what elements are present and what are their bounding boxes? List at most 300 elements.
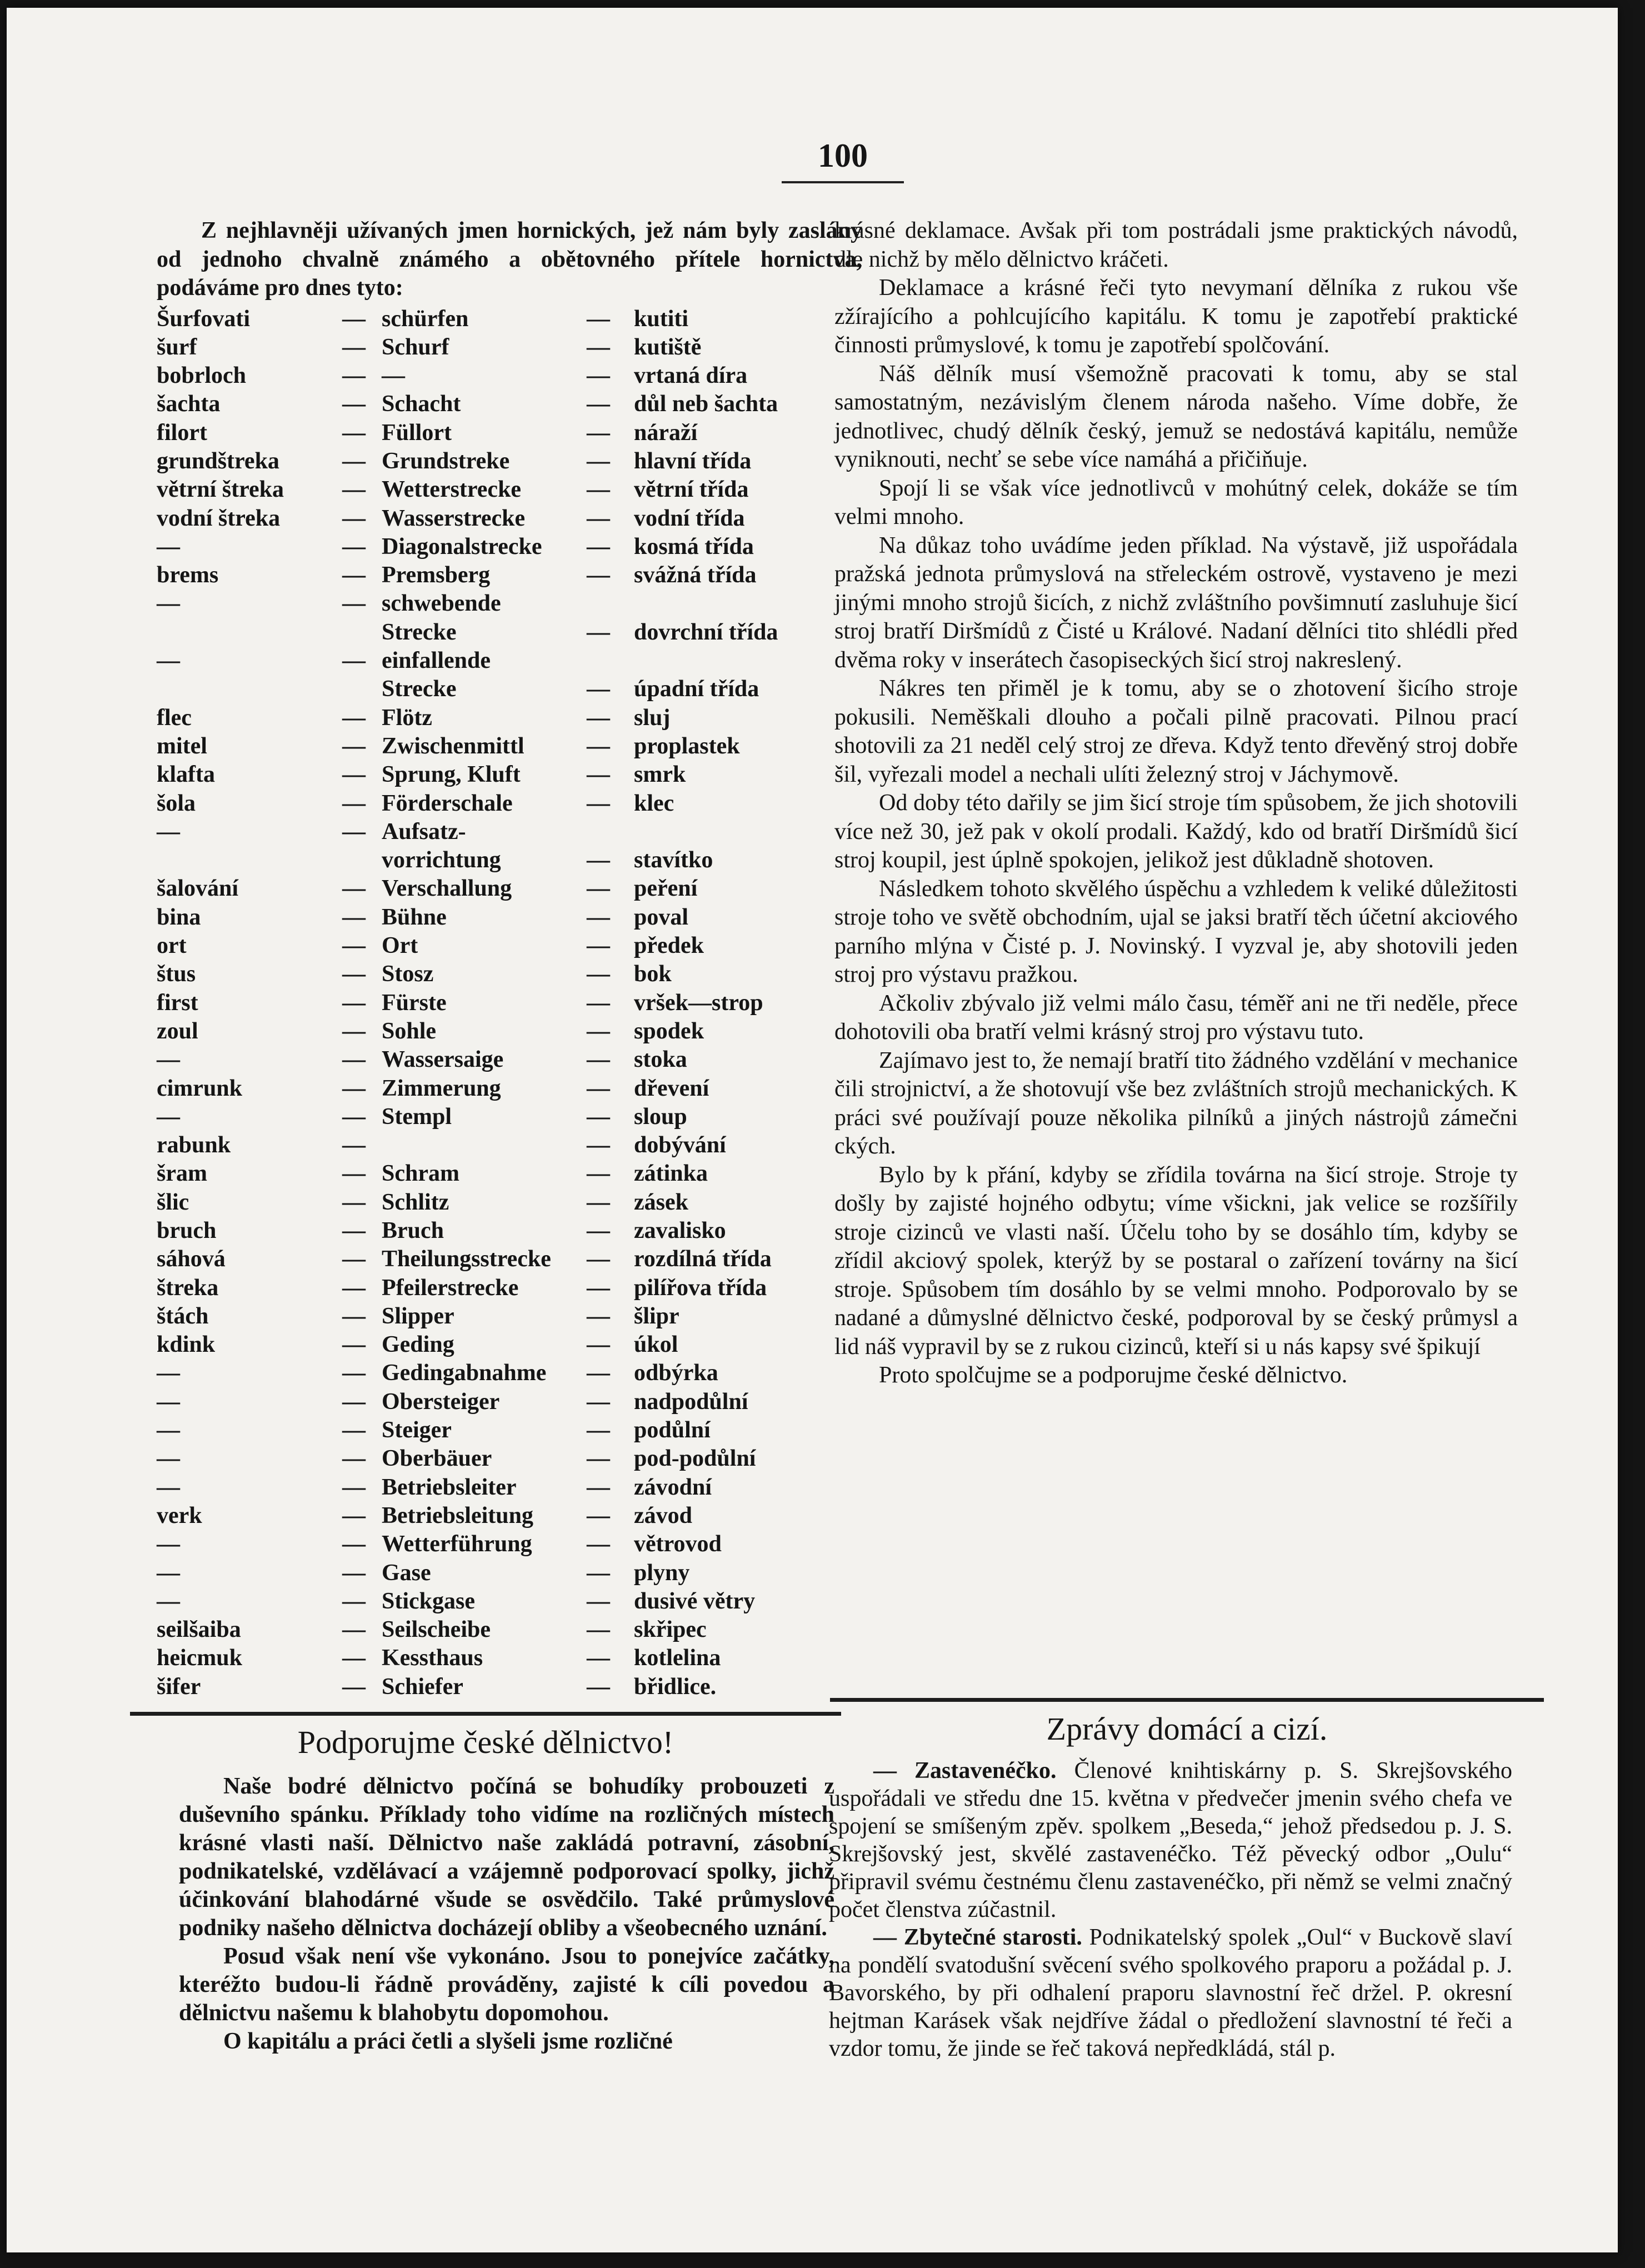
article-paragraph: Zajímavo jest to, že nemají bratří tito žádného vzdělání v mechanice čili strojnictví, a že shotovují vše bez zvláštních strojů mechanických. K práci své používají pouze několika pilníků a jiných nástrojů zámečni ckých. — [834, 1047, 1518, 1159]
term-german: Stickgase — [382, 1588, 475, 1614]
terms-intro: Z nejhlavněji užívaných jmen hornických, jež nám byly zaslány od jednoho chvalně známého a obětovného přítele hornictva, podáváme pro dnes tyto: — [157, 218, 862, 301]
term-dash: — — [587, 733, 610, 759]
term-row — [157, 790, 778, 818]
article-column — [179, 1772, 834, 2056]
term-dash: — — [342, 533, 366, 559]
term-row — [157, 1131, 778, 1160]
term-czech-literary: plyny — [634, 1560, 690, 1586]
term-czech-literary: kutiti — [634, 306, 689, 332]
news-column — [829, 1757, 1512, 2062]
term-czech-miner: klafta — [157, 762, 215, 788]
article-paragraph: Ačkoliv zbývalo již velmi málo času, téměř ani ne tři neděle, přece dohotovili oba bratří velmi krásný stroj pro výstavu tuto. — [834, 990, 1518, 1045]
term-czech-miner: ort — [157, 933, 187, 959]
term-dash: — — [587, 363, 610, 389]
term-row — [157, 362, 778, 390]
term-czech-miner: — — [157, 591, 180, 617]
left-column — [157, 217, 862, 1701]
term-dash: — — [342, 1502, 366, 1528]
term-czech-literary: sloup — [634, 1103, 687, 1130]
term-czech-literary: zátinka — [634, 1161, 708, 1187]
term-german: Aufsatz- — [382, 818, 466, 845]
term-czech-miner — [157, 618, 326, 647]
term-czech-literary: náraží — [634, 419, 698, 446]
term-row — [157, 932, 778, 960]
term-czech-literary: důl neb šachta — [634, 391, 778, 417]
term-dash: — — [342, 1360, 366, 1386]
term-dash: — — [342, 1218, 366, 1243]
term-row — [157, 419, 778, 447]
term-dash: — — [342, 1531, 366, 1557]
term-dash: — — [587, 1388, 610, 1415]
term-dash: — — [587, 1047, 610, 1073]
page-number: 100 — [818, 137, 868, 174]
term-dash: — — [342, 1388, 366, 1415]
term-czech-literary: stoka — [634, 1047, 687, 1073]
term-dash: — — [342, 391, 366, 417]
page-number-underline — [782, 181, 904, 183]
term-row — [157, 818, 778, 846]
article-paragraph: Od doby této dařily se jim šicí stroje tím spůsobem, že jich shotovili více než 30, jež pak v okolí prodali. Každý, kdo od bratří Diršmídů šicí stroj koupil, jest úplně spokojen, jelikož jest důkladně shotoven. — [834, 790, 1518, 873]
term-czech-literary — [626, 818, 778, 846]
term-dash: — — [587, 1275, 610, 1301]
term-row — [157, 1559, 778, 1587]
term-czech-literary: peření — [634, 876, 698, 902]
term-german: Grundstreke — [382, 448, 510, 474]
term-czech-miner: šachta — [157, 391, 221, 417]
term-dash: — — [587, 1103, 610, 1130]
term-czech-miner: bobrloch — [157, 363, 247, 389]
article-body — [834, 217, 1518, 1390]
term-czech-miner: šurf — [157, 334, 197, 360]
term-czech-literary: bok — [634, 961, 672, 987]
term-dash: — — [342, 363, 366, 389]
term-dash: — — [587, 1446, 610, 1472]
term-dash: — — [342, 1103, 366, 1130]
article-paragraph: Posud však není vše vykonáno. Jsou to ponejvíce začátky, kteréžto budou-li řádně prováděny, zajisté k cíli povedou a dělnictvu našemu k blahobytu dopomohou. — [179, 1944, 834, 2026]
term-row — [157, 533, 778, 561]
term-row — [157, 1616, 778, 1644]
mining-terms-table — [157, 305, 778, 1702]
newspaper-page — [7, 8, 1618, 2252]
term-dash: — — [587, 1189, 610, 1215]
term-czech-miner: verk — [157, 1502, 202, 1528]
term-german: Strecke — [382, 619, 457, 645]
term-dash: — — [587, 1075, 610, 1101]
term-dash: — — [587, 306, 610, 332]
term-row — [157, 1473, 778, 1502]
term-dash: — — [342, 876, 366, 902]
term-dash: — — [342, 1275, 366, 1301]
article-paragraph: Naše bodré dělnictvo počíná se bohudíky probouzeti z duševního spánku. Příklady toho vidíme na rozličných místech krásné vlasti naší. Dělnictvo naše zakládá potravní, zásobní, podnikatelské, vzdělávací a vzájemně podporovací spolky, jichž účinkování blahodárné všude se osvědčilo. Také průmyslové podniky našeho dělnictva docházejí obliby a všeobecného uznání. — [179, 1774, 834, 1941]
term-czech-miner: — — [157, 1560, 180, 1586]
term-dash: — — [587, 1360, 610, 1386]
term-czech-literary: zavalisko — [634, 1218, 726, 1243]
term-german: Schurf — [382, 334, 449, 360]
term-german: Seilscheibe — [382, 1617, 491, 1643]
term-dash: — — [587, 1246, 610, 1272]
term-dash: — — [342, 562, 366, 588]
term-german: Sohle — [382, 1018, 437, 1044]
term-czech-miner: bruch — [157, 1218, 217, 1243]
news-item-title: — Zastavenéčko. — [873, 1758, 1057, 1784]
term-dash: — — [342, 419, 366, 446]
term-czech-miner: — — [157, 1360, 180, 1386]
term-czech-literary: vrtaná díra — [634, 363, 748, 389]
term-row — [157, 1587, 778, 1616]
term-czech-literary: stavítko — [634, 847, 713, 873]
term-dash: — — [587, 419, 610, 446]
term-czech-literary: klec — [634, 790, 674, 816]
term-german: Bühne — [382, 904, 447, 930]
term-dash: — — [587, 1161, 610, 1187]
term-german: schürfen — [382, 306, 469, 332]
term-german: Schiefer — [382, 1673, 463, 1700]
term-czech-literary: rozdílná třída — [634, 1246, 772, 1272]
term-dash: — — [587, 1474, 610, 1500]
term-czech-miner: — — [157, 1531, 180, 1557]
term-dash: — — [587, 1617, 610, 1643]
article-paragraph: Bylo by k přání, kdyby se zřídila továrna na šicí stroje. Stroje ty došly by zajisté hojného odbytu; víme všickni, jak velice se rozšířily stroje cizinců ve vlasti naší. Účelu toho by se dosáhlo tím, kdyby se zřídil akciový spolek, kterýž by se postaral o zařízení továrny na šicí stroje. Spůsobem tím dosáhlo by se velmi mnoho. Podporovalo by se nadané a důmyslné dělnictvo české, podporoval by se český průmysl a lid náš vypravil by se z rukou cizinců, kteří si u nás kapsy své špikují — [834, 1162, 1518, 1360]
term-czech-literary: proplastek — [634, 733, 740, 759]
term-czech-miner: — — [157, 533, 180, 559]
term-german: Betriebsleitung — [382, 1502, 533, 1528]
term-dash: — — [587, 990, 610, 1016]
term-dash: — — [342, 648, 366, 674]
term-czech-miner: seilšaiba — [157, 1617, 241, 1643]
section-divider-left — [130, 1712, 841, 1716]
term-dash: — — [342, 505, 366, 531]
term-german: Gedingabnahme — [382, 1360, 547, 1386]
article-paragraph: Následkem tohoto skvělého úspěchu a vzhledem k veliké důležitosti stroje toho ve světě obchodním, ujal se jaksi bratří těch účetní akciového parního mlýna v Čisté p. J. Novinský. I vyzval je, aby shotovili jeden stroj pro výstavu pražkou. — [834, 876, 1518, 987]
term-czech-miner: štreka — [157, 1275, 219, 1301]
term-german: Schacht — [382, 391, 461, 417]
term-czech-literary: kotlelina — [634, 1645, 721, 1671]
term-dash: — — [342, 306, 366, 332]
term-czech-literary: závodní — [634, 1474, 712, 1500]
term-czech-literary: šlipr — [634, 1303, 679, 1329]
term-dash: — — [587, 1303, 610, 1329]
term-dash: — — [342, 762, 366, 788]
term-czech-literary: pilířova třída — [634, 1275, 767, 1301]
news-item — [829, 1757, 1512, 1924]
term-row — [157, 960, 778, 988]
news-item-text: Podnikatelský spolek „Oul“ v Buckově slaví na pondělí svatodušní svěcení svého spolkového praporu a požádal p. J. Bavorského, by při odhalení praporu slavnostní řeč držel. P. okresní hejtman Karásek však nejdříve žádal o předložení slavnostní té řeči a vzdor tomu, že jinde se řeč taková nepředkládá, stál p. — [829, 1925, 1512, 2061]
term-czech-miner: štách — [157, 1303, 209, 1329]
term-dash: — — [342, 705, 366, 731]
term-row — [157, 1103, 778, 1131]
term-row — [157, 1331, 778, 1359]
term-dash: — — [587, 1502, 610, 1528]
term-dash: — — [587, 676, 610, 702]
term-dash: — — [342, 933, 366, 959]
term-czech-literary: úkol — [634, 1332, 678, 1358]
term-czech-miner: grundštreka — [157, 448, 279, 474]
term-german: Pfeilerstrecke — [382, 1275, 519, 1301]
term-row — [157, 1160, 778, 1188]
term-row — [157, 1017, 778, 1046]
term-german: einfallende — [382, 648, 491, 674]
term-german: Premsberg — [382, 562, 491, 588]
term-czech-miner: štus — [157, 961, 196, 987]
term-german: Obersteiger — [382, 1388, 500, 1415]
article-paragraph: Na důkaz toho uvádíme jeden příklad. Na výstavě, již uspořádala pražská jednota průmyslová na střeleckém ostrově, vystaveno je mezi jinými mnoho strojů šicích, z nichž zvláštního povšimnutí zasluhuje šicí stroj bratří Diršmídů z Čisté u Králové. Nadaní dělníci tito shlédli před dvěma roky v inserátech časopiseckých šicí stroj nakreslený. — [834, 532, 1518, 673]
term-dash: — — [342, 1588, 366, 1614]
term-row — [157, 732, 778, 761]
term-czech-miner: šlic — [157, 1189, 189, 1215]
article-paragraph: Deklamace a krásné řeči tyto nevymaní dělníka z rukou vše zžírajícího a pohlcujícího kapitálu. K tomu je zapotřebí praktické činnosti průmyslové, k tomu je zapotřebí spolčování. — [834, 275, 1518, 358]
term-dash — [571, 818, 626, 846]
term-czech-miner: filort — [157, 419, 207, 446]
term-dash: — — [587, 705, 610, 731]
term-row — [157, 1359, 778, 1387]
term-row — [157, 1046, 778, 1074]
term-dash — [326, 618, 382, 647]
term-czech-miner: heicmuk — [157, 1645, 243, 1671]
term-german: Sprung, Kluft — [382, 762, 521, 788]
article-paragraph: Nákres ten přiměl je k tomu, aby se o zhotovení šicího stroje pokusili. Neměškali dlouho a počali pilně pracovati. Pilnou prací shotovili za 21 neděl celý stroj ze dřeva. Když tento dřevěný stroj dobře šil, vyřezali model a nechali ulíti železný stroj v Jáchymově. — [834, 676, 1518, 787]
term-czech-literary: vršek—strop — [634, 990, 763, 1016]
term-dash: — — [587, 533, 610, 559]
term-czech-miner: vodní štreka — [157, 505, 281, 531]
term-row — [157, 1075, 778, 1103]
term-dash — [326, 846, 382, 875]
news-items — [829, 1757, 1512, 2062]
right-column — [834, 217, 1518, 1390]
term-german: Ort — [382, 933, 418, 959]
term-czech-miner: šram — [157, 1161, 207, 1187]
term-czech-miner: — — [157, 1388, 180, 1415]
term-czech-literary: předek — [634, 933, 704, 959]
term-czech-miner: — — [157, 818, 180, 845]
term-czech-miner: kdink — [157, 1332, 216, 1358]
term-row — [157, 390, 778, 418]
term-czech-literary: skřipec — [634, 1617, 707, 1643]
term-czech-literary: kosmá třída — [634, 533, 754, 559]
term-czech-literary: úpadní třída — [634, 676, 759, 702]
term-german: Zimmerung — [382, 1075, 501, 1101]
term-german: Schram — [382, 1161, 459, 1187]
term-dash: — — [342, 1560, 366, 1586]
term-row — [157, 1416, 778, 1445]
section-divider-right — [830, 1698, 1544, 1702]
term-row — [157, 305, 778, 333]
term-dash: — — [342, 1617, 366, 1643]
term-german: Fürste — [382, 990, 447, 1016]
term-czech-miner: first — [157, 990, 198, 1016]
term-german: vorrichtung — [382, 847, 501, 873]
term-czech-miner: cimrunk — [157, 1075, 243, 1101]
term-dash: — — [342, 1246, 366, 1272]
term-dash: — — [342, 1189, 366, 1215]
term-dash: — — [587, 1018, 610, 1044]
term-czech-miner: brems — [157, 562, 219, 588]
term-german: Kessthaus — [382, 1645, 483, 1671]
term-czech-literary: závod — [634, 1502, 692, 1528]
term-dash: — — [342, 790, 366, 816]
term-dash: — — [342, 733, 366, 759]
term-row — [157, 590, 778, 618]
term-row — [157, 675, 778, 703]
term-german: — — [382, 363, 405, 389]
term-dash: — — [587, 619, 610, 645]
term-dash: — — [587, 1588, 610, 1614]
news-item-title: — Zbytečné starosti. — [873, 1925, 1082, 1950]
term-czech-literary: dřevení — [634, 1075, 709, 1101]
term-czech-literary — [626, 647, 778, 675]
term-czech-miner: šola — [157, 790, 196, 816]
term-german: Zwischenmittl — [382, 733, 524, 759]
term-czech-literary: kutiště — [634, 334, 702, 360]
article-paragraph: Proto spolčujme se a podporujme české dělnictvo. — [879, 1362, 1348, 1388]
term-german: Slipper — [382, 1303, 454, 1329]
term-czech-miner: — — [157, 1588, 180, 1614]
term-czech-literary: smrk — [634, 762, 686, 788]
term-czech-literary: dusivé větry — [634, 1588, 756, 1614]
term-german: Stempl — [382, 1103, 452, 1130]
term-czech-literary: zásek — [634, 1189, 688, 1215]
term-row — [157, 846, 778, 875]
term-dash: — — [342, 1075, 366, 1101]
term-row — [157, 761, 778, 789]
term-czech-miner — [157, 846, 326, 875]
term-row — [157, 504, 778, 533]
term-row — [157, 903, 778, 932]
term-row — [157, 333, 778, 362]
term-dash: — — [587, 1332, 610, 1358]
term-row — [157, 1302, 778, 1331]
term-czech-literary: větrní třída — [634, 477, 749, 503]
term-czech-miner: zoul — [157, 1018, 198, 1044]
term-row — [157, 447, 778, 476]
news-heading: Zprávy domácí a cizí. — [1046, 1711, 1328, 1747]
term-dash: — — [587, 477, 610, 503]
term-german: Theilungsstrecke — [382, 1246, 551, 1272]
term-row — [157, 1644, 778, 1672]
term-czech-miner: bina — [157, 904, 201, 930]
term-german: Verschallung — [382, 876, 512, 902]
term-german: Gase — [382, 1560, 431, 1586]
term-dash: — — [342, 1047, 366, 1073]
term-czech-miner — [157, 675, 326, 703]
term-german: Bruch — [382, 1218, 444, 1243]
term-german: Schlitz — [382, 1189, 449, 1215]
term-dash: — — [587, 391, 610, 417]
term-row — [157, 1445, 778, 1473]
term-czech-literary: nadpodůlní — [634, 1388, 748, 1415]
term-dash: — — [587, 1673, 610, 1700]
term-dash: — — [342, 1474, 366, 1500]
term-german: schwebende — [382, 591, 501, 617]
term-german: Diagonalstrecke — [382, 533, 542, 559]
term-dash: — — [587, 1645, 610, 1671]
term-dash: — — [587, 334, 610, 360]
term-dash — [571, 647, 626, 675]
term-czech-literary: dobývání — [634, 1132, 726, 1158]
term-czech-miner: šalování — [157, 876, 239, 902]
term-czech-literary: odbýrka — [634, 1360, 718, 1386]
term-dash: — — [342, 1645, 366, 1671]
term-dash: — — [587, 876, 610, 902]
term-german — [382, 1131, 571, 1160]
term-row — [157, 647, 778, 675]
term-dash: — — [342, 1132, 366, 1158]
term-row — [157, 1274, 778, 1302]
term-german: Flötz — [382, 705, 432, 731]
term-dash: — — [342, 1446, 366, 1472]
term-german: Strecke — [382, 676, 457, 702]
term-czech-miner: flec — [157, 705, 192, 731]
term-dash: — — [587, 790, 610, 816]
term-german: Betriebsleiter — [382, 1474, 517, 1500]
term-czech-miner: — — [157, 1417, 180, 1443]
term-german: Wetterstrecke — [382, 477, 522, 503]
term-dash: — — [342, 591, 366, 617]
term-dash: — — [587, 505, 610, 531]
term-dash: — — [587, 448, 610, 474]
term-czech-literary: vodní třída — [634, 505, 745, 531]
term-czech-miner: šifer — [157, 1673, 201, 1700]
term-dash: — — [342, 1417, 366, 1443]
term-row — [157, 1673, 778, 1701]
term-dash: — — [342, 904, 366, 930]
term-czech-literary: svážná třída — [634, 562, 757, 588]
term-dash: — — [342, 1018, 366, 1044]
term-german: Steiger — [382, 1417, 452, 1443]
term-czech-literary: hlavní třída — [634, 448, 752, 474]
term-german: Förderschale — [382, 790, 513, 816]
term-czech-miner: — — [157, 648, 180, 674]
term-dash: — — [342, 1161, 366, 1187]
term-dash: — — [342, 477, 366, 503]
term-row — [157, 1217, 778, 1245]
term-czech-miner: větrní štreka — [157, 477, 284, 503]
article-paragraph: Spojí li se však více jednotlivců v mohútný celek, dokáže se tím velmi mnoho. — [834, 475, 1518, 529]
term-dash: — — [587, 1560, 610, 1586]
article-heading: Podporujme české dělnictvo! — [297, 1724, 674, 1760]
term-german: Geding — [382, 1332, 454, 1358]
term-dash: — — [587, 1417, 610, 1443]
term-dash: — — [342, 448, 366, 474]
term-czech-literary: sluj — [634, 705, 671, 731]
term-czech-literary: břidlice. — [634, 1673, 717, 1700]
term-row — [157, 476, 778, 504]
term-dash: — — [342, 990, 366, 1016]
term-dash: — — [342, 1303, 366, 1329]
term-row — [157, 989, 778, 1017]
term-czech-literary: větrovod — [634, 1531, 722, 1557]
term-dash: — — [587, 1218, 610, 1243]
term-german: Wasserstrecke — [382, 505, 526, 531]
term-row — [157, 704, 778, 732]
term-row — [157, 1188, 778, 1217]
term-row — [157, 1502, 778, 1530]
news-item-text: Členové knihtiskárny p. S. Skrejšovského uspořádali ve středu dne 15. května v předvečer jmenin svého chefa ve spojení se smíšeným zpěv. spolkem „Beseda,“ jehož předsedou p. J. S. Skrejšovský jest, skvělé zastavenéčko. Též pěvecký odbor „Oulu“ připravil svému čestnému členu zastavenéčko, při němž se velmi značný počet členstva zúčastnil. — [829, 1758, 1512, 1922]
term-czech-literary: dovrchní třída — [634, 619, 778, 645]
term-row — [157, 561, 778, 590]
term-dash: — — [587, 762, 610, 788]
term-german: Füllort — [382, 419, 452, 446]
term-german: Wassersaige — [382, 1047, 504, 1073]
term-dash — [326, 675, 382, 703]
term-czech-literary: pod-podůlní — [634, 1446, 756, 1472]
term-dash: — — [342, 1332, 366, 1358]
term-czech-miner: — — [157, 1474, 180, 1500]
term-czech-miner: Šurfovati — [157, 306, 250, 332]
term-dash: — — [342, 818, 366, 845]
term-dash: — — [587, 847, 610, 873]
term-czech-miner: — — [157, 1446, 180, 1472]
term-dash: — — [587, 562, 610, 588]
